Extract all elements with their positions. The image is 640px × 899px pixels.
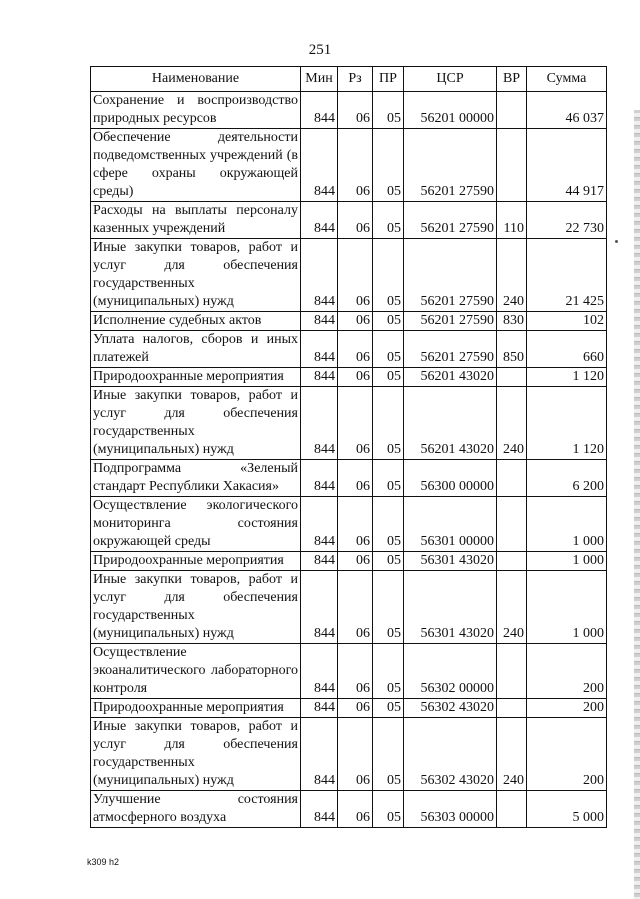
cell-sum: 6 200 [527,460,607,497]
cell-rz: 06 [338,791,373,828]
cell-pr: 05 [373,92,404,129]
cell-sum: 200 [527,644,607,699]
table-row [91,791,607,828]
cell-vr [497,644,527,699]
cell-csr: 56201 43020 [404,387,497,460]
table-row [91,239,607,312]
cell-csr: 56201 27590 [404,312,497,331]
cell-name: Осуществление экоаналитического лабораторного контроля [91,644,301,699]
cell-min: 844 [301,460,338,497]
table-row [91,368,607,387]
cell-csr: 56301 43020 [404,571,497,644]
cell-rz: 06 [338,718,373,791]
cell-name: Иные закупки товаров, работ и услуг для обеспечения государственных (муниципальных) нужд [91,387,301,460]
cell-rz: 06 [338,571,373,644]
table-row [91,718,607,791]
cell-name: Расходы на выплаты персоналу казенных учреждений [91,202,301,239]
cell-sum: 1 120 [527,387,607,460]
cell-name: Подпрограмма «Зеленый стандарт Республики Хакасия» [91,460,301,497]
cell-csr: 56301 43020 [404,552,497,571]
cell-min: 844 [301,387,338,460]
cell-name: Уплата налогов, сборов и иных платежей [91,331,301,368]
table-body [91,92,607,828]
cell-sum: 1 120 [527,368,607,387]
cell-pr: 05 [373,718,404,791]
cell-min: 844 [301,368,338,387]
cell-vr [497,497,527,552]
cell-csr: 56201 27590 [404,239,497,312]
cell-csr: 56301 00000 [404,497,497,552]
header-sum: Сумма [527,67,607,92]
cell-sum: 660 [527,331,607,368]
cell-vr: 110 [497,202,527,239]
cell-vr: 240 [497,239,527,312]
cell-csr: 56302 00000 [404,644,497,699]
cell-rz: 06 [338,92,373,129]
cell-sum: 1 000 [527,552,607,571]
cell-vr [497,791,527,828]
scan-edge [634,110,640,899]
cell-pr: 05 [373,202,404,239]
cell-sum: 200 [527,718,607,791]
table-row [91,387,607,460]
cell-name: Улучшение состояния атмосферного воздуха [91,791,301,828]
cell-csr: 56302 43020 [404,699,497,718]
cell-min: 844 [301,699,338,718]
table-row [91,460,607,497]
cell-pr: 05 [373,497,404,552]
table-row [91,92,607,129]
table-row [91,129,607,202]
cell-rz: 06 [338,552,373,571]
document-code: k309 h2 [87,857,120,867]
header-rz: Рз [338,67,373,92]
cell-rz: 06 [338,460,373,497]
cell-min: 844 [301,202,338,239]
header-name: Наименование [91,67,301,92]
table-row [91,312,607,331]
cell-rz: 06 [338,699,373,718]
cell-pr: 05 [373,129,404,202]
cell-vr: 240 [497,387,527,460]
cell-min: 844 [301,552,338,571]
budget-table [90,66,607,828]
cell-csr: 56302 43020 [404,718,497,791]
cell-sum: 5 000 [527,791,607,828]
cell-rz: 06 [338,202,373,239]
page-number: 251 [308,42,332,58]
cell-name: Природоохранные мероприятия [91,699,301,718]
cell-name: Природоохранные мероприятия [91,552,301,571]
cell-name: Иные закупки товаров, работ и услуг для обеспечения государственных (муниципальных) нужд [91,718,301,791]
table-row [91,644,607,699]
cell-sum: 46 037 [527,92,607,129]
cell-vr [497,552,527,571]
cell-sum: 1 000 [527,571,607,644]
cell-rz: 06 [338,239,373,312]
cell-min: 844 [301,92,338,129]
header-vr: ВР [497,67,527,92]
cell-rz: 06 [338,497,373,552]
cell-name: Исполнение судебных актов [91,312,301,331]
cell-sum: 22 730 [527,202,607,239]
cell-sum: 102 [527,312,607,331]
cell-pr: 05 [373,387,404,460]
cell-pr: 05 [373,460,404,497]
cell-vr [497,699,527,718]
cell-sum: 1 000 [527,497,607,552]
cell-vr [497,368,527,387]
table-row [91,497,607,552]
cell-min: 844 [301,791,338,828]
cell-pr: 05 [373,644,404,699]
cell-rz: 06 [338,312,373,331]
cell-vr [497,460,527,497]
table-row [91,552,607,571]
cell-csr: 56300 00000 [404,460,497,497]
cell-rz: 06 [338,368,373,387]
cell-pr: 05 [373,312,404,331]
cell-min: 844 [301,497,338,552]
table-row [91,571,607,644]
table-row [91,331,607,368]
cell-csr: 56201 27590 [404,129,497,202]
cell-vr [497,129,527,202]
cell-vr: 240 [497,718,527,791]
cell-sum: 200 [527,699,607,718]
cell-min: 844 [301,129,338,202]
cell-name: Иные закупки товаров, работ и услуг для обеспечения государственных (муниципальных) нужд [91,571,301,644]
cell-csr: 56201 00000 [404,92,497,129]
cell-rz: 06 [338,331,373,368]
cell-pr: 05 [373,791,404,828]
cell-min: 844 [301,312,338,331]
cell-rz: 06 [338,644,373,699]
header-min: Мин [301,67,338,92]
cell-rz: 06 [338,129,373,202]
cell-name: Сохранение и воспроизводство природных ресурсов [91,92,301,129]
scan-dot [615,240,618,243]
cell-sum: 44 917 [527,129,607,202]
cell-pr: 05 [373,331,404,368]
cell-csr: 56303 00000 [404,791,497,828]
cell-min: 844 [301,331,338,368]
cell-pr: 05 [373,368,404,387]
cell-vr: 240 [497,571,527,644]
cell-sum: 21 425 [527,239,607,312]
cell-min: 844 [301,718,338,791]
cell-pr: 05 [373,552,404,571]
cell-name: Осуществление экологического мониторинга состояния окружающей среды [91,497,301,552]
header-csr: ЦСР [404,67,497,92]
cell-name: Иные закупки товаров, работ и услуг для обеспечения государственных (муниципальных) нужд [91,239,301,312]
cell-csr: 56201 27590 [404,202,497,239]
cell-name: Обеспечение деятельности подведомственных учреждений (в сфере охраны окружающей среды) [91,129,301,202]
cell-vr: 830 [497,312,527,331]
cell-vr [497,92,527,129]
cell-vr: 850 [497,331,527,368]
cell-rz: 06 [338,387,373,460]
cell-pr: 05 [373,699,404,718]
cell-name: Природоохранные мероприятия [91,368,301,387]
cell-min: 844 [301,644,338,699]
table-row [91,699,607,718]
table-row [91,202,607,239]
table-header-row [91,67,607,92]
cell-csr: 56201 27590 [404,331,497,368]
cell-min: 844 [301,571,338,644]
cell-min: 844 [301,239,338,312]
cell-csr: 56201 43020 [404,368,497,387]
header-pr: ПР [373,67,404,92]
cell-pr: 05 [373,239,404,312]
cell-pr: 05 [373,571,404,644]
